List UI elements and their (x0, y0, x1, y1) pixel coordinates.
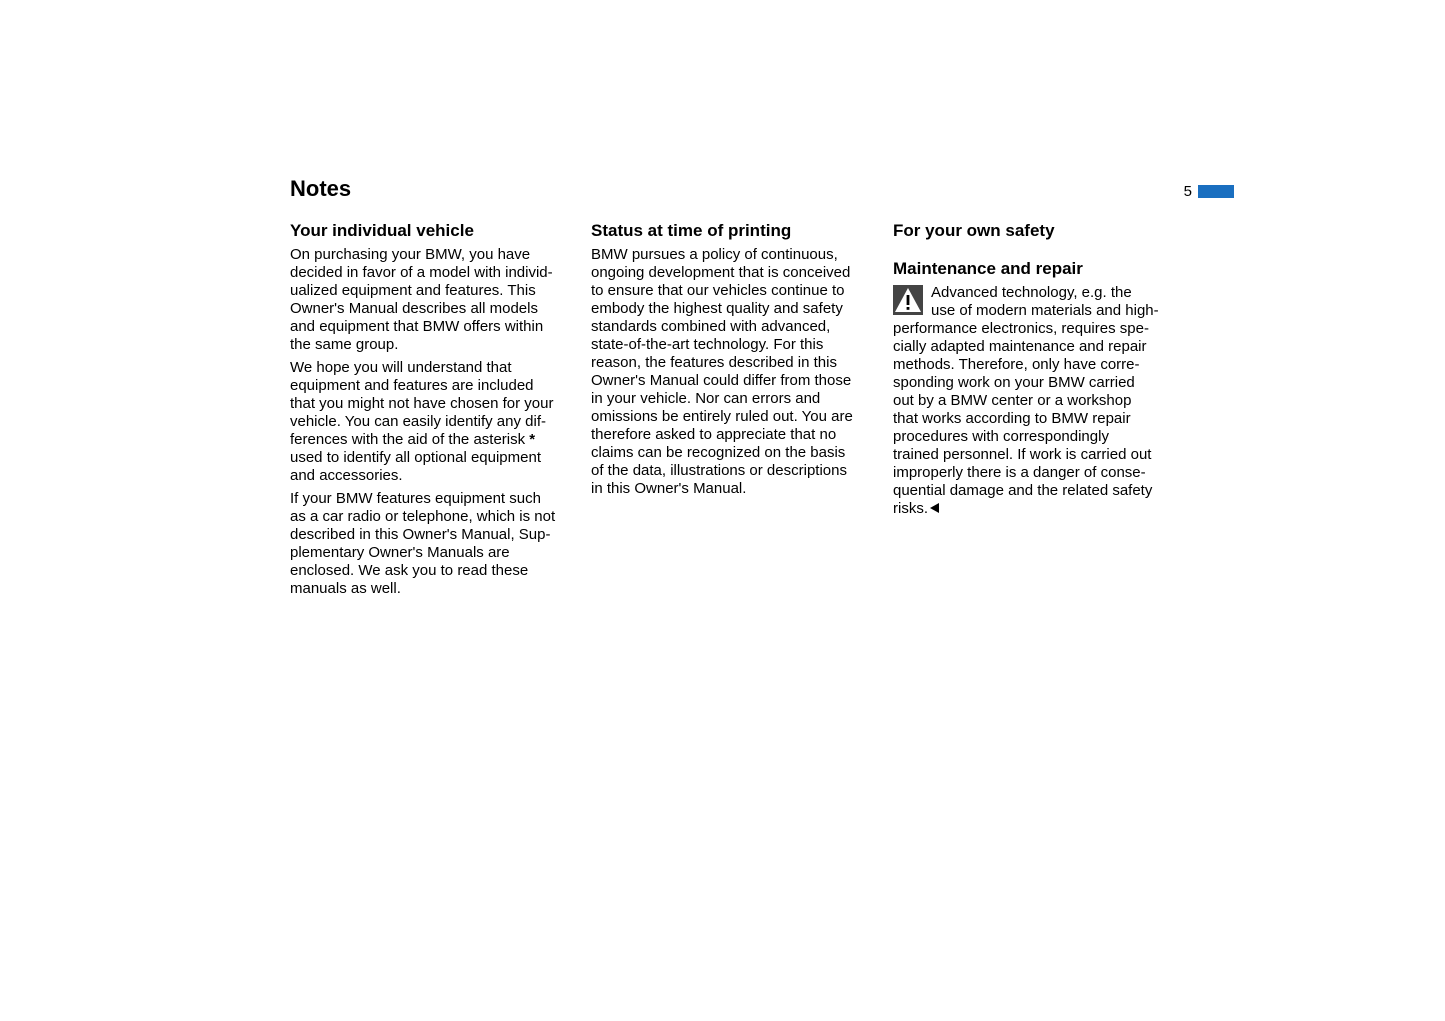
text-line: standards combined with advanced, (591, 318, 831, 335)
text-line: ualized equipment and features. This (290, 282, 536, 299)
text-line: state-of-the-art technology. For this (591, 336, 824, 353)
text-line: ongoing development that is conceived (591, 264, 851, 281)
page-tab-marker (1198, 185, 1234, 198)
paragraph (290, 359, 582, 485)
text-line: of the data, illustrations or descriptions (591, 462, 847, 479)
text-line: the same group. (290, 336, 399, 353)
text-line: BMW pursues a policy of continuous, (591, 246, 838, 263)
text-line: use of modern materials and high- (931, 302, 1159, 319)
text-line: reason, the features described in this (591, 354, 837, 371)
text-fragment: ferences with the aid of the asterisk (290, 431, 526, 448)
end-of-section-marker-icon (930, 503, 939, 513)
text-line: vehicle. You can easily identify any dif- (290, 413, 546, 430)
text-line: out by a BMW center or a workshop (893, 392, 1132, 409)
text-line: claims can be recognized on the basis (591, 444, 846, 461)
text-line: embody the highest quality and safety (591, 300, 843, 317)
asterisk-marker: * (529, 431, 536, 448)
warning-paragraph (893, 284, 1185, 518)
section-heading: Your individual vehicle (290, 221, 474, 240)
text-line: decided in favor of a model with individ- (290, 264, 553, 281)
text-line: that works according to BMW repair (893, 410, 1131, 427)
section-heading: For your own safety (893, 221, 1055, 240)
text-line (893, 500, 1185, 518)
text-line: described in this Owner's Manual, Sup- (290, 526, 551, 543)
text-line: plementary Owner's Manuals are (290, 544, 510, 561)
text-line: as a car radio or telephone, which is not (290, 508, 556, 525)
text-line: that you might not have chosen for your (290, 395, 554, 412)
text-line: in your vehicle. Nor can errors and (591, 390, 821, 407)
text-line: improperly there is a danger of conse- (893, 464, 1146, 481)
text-line: Owner's Manual describes all models (290, 300, 538, 317)
text-fragment: risks. (893, 500, 928, 517)
column-safety (893, 219, 1185, 523)
text-line: enclosed. We ask you to read these (290, 562, 529, 579)
warning-triangle-icon (893, 285, 923, 315)
text-line: omissions be entirely ruled out. You are (591, 408, 853, 425)
text-line: used to identify all optional equipment (290, 449, 542, 466)
text-line: procedures with correspondingly (893, 428, 1109, 445)
text-line: manuals as well. (290, 580, 401, 597)
paragraph (290, 246, 582, 354)
text-line: trained personnel. If work is carried out (893, 446, 1152, 463)
text-line: We hope you will understand that (290, 359, 512, 376)
paragraph (290, 490, 582, 598)
text-line: and equipment that BMW offers within (290, 318, 544, 335)
text-line: equipment and features are included (290, 377, 534, 394)
text-line: therefore asked to appreciate that no (591, 426, 837, 443)
text-line: methods. Therefore, only have corre- (893, 356, 1140, 373)
text-line: cially adapted maintenance and repair (893, 338, 1147, 355)
page-title: Notes (290, 176, 352, 201)
text-line (290, 431, 582, 449)
text-line: quential damage and the related safety (893, 482, 1153, 499)
text-line: Advanced technology, e.g. the (931, 284, 1132, 301)
text-line: and accessories. (290, 467, 403, 484)
text-line: performance electronics, requires spe- (893, 320, 1149, 337)
text-line: Owner's Manual could differ from those (591, 372, 852, 389)
section-heading: Status at time of printing (591, 221, 792, 240)
column-status-printing (591, 219, 883, 503)
page-number: 5 (1183, 183, 1192, 200)
subsection-heading: Maintenance and repair (893, 259, 1083, 278)
text-line: On purchasing your BMW, you have (290, 246, 531, 263)
text-line: sponding work on your BMW carried (893, 374, 1135, 391)
text-line: in this Owner's Manual. (591, 480, 747, 497)
text-line: If your BMW features equipment such (290, 490, 541, 507)
paragraph (591, 246, 883, 498)
text-line: to ensure that our vehicles continue to (591, 282, 845, 299)
column-individual-vehicle (290, 219, 582, 603)
